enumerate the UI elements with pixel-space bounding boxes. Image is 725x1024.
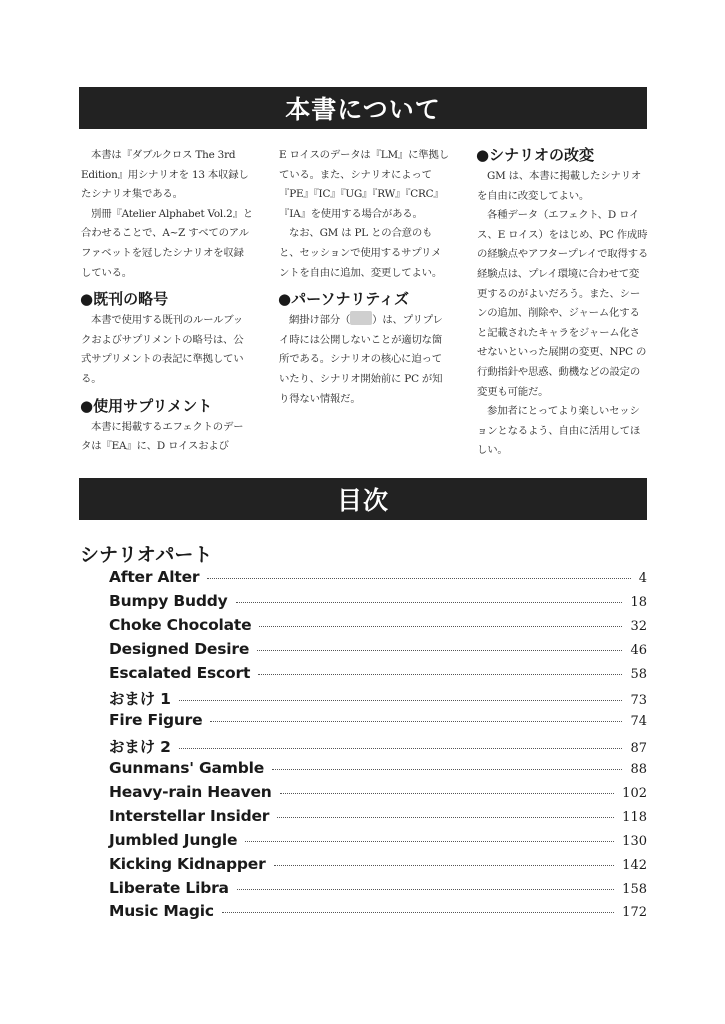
toc-entry-page: 142 [622, 857, 647, 873]
table-of-contents [109, 568, 647, 926]
toc-entry-title: Liberate Libra [109, 878, 229, 897]
toc-entry[interactable] [109, 783, 647, 807]
about-column-3 [477, 146, 649, 461]
section-heading-supplements: ●使用サプリメント [80, 396, 213, 415]
section-heading-personalities: ●パーソナリティズ [278, 290, 409, 309]
toc-dot-leader [257, 650, 622, 651]
toc-entry[interactable] [109, 640, 647, 664]
shaded-sample-box [350, 311, 372, 325]
toc-dot-leader [207, 578, 630, 579]
paragraph: 本書で使用する既刊のルールブックおよびサプリメントの略号は、公式サプリメントの表記に準拠している。 [81, 314, 244, 385]
toc-entry[interactable] [109, 687, 647, 711]
paragraph: 本書に掲載するエフェクトのデータは『EA』に、D ロイスおよび [81, 420, 244, 453]
toc-dot-leader [277, 817, 614, 818]
toc-entry-title: Heavy-rain Heaven [109, 783, 272, 802]
toc-heading-banner [79, 478, 647, 520]
about-column-1 [81, 146, 253, 457]
toc-dot-leader [259, 626, 622, 627]
toc-entry-title: おまけ 1 [109, 690, 171, 709]
paragraph [279, 311, 451, 409]
paragraph: GM は、本書に掲載したシナリオを自由に改変してよい。 [477, 170, 642, 202]
toc-entry-title: Designed Desire [109, 639, 250, 658]
toc-entry-page: 74 [630, 714, 647, 730]
toc-dot-leader [210, 721, 622, 722]
toc-entry[interactable] [109, 592, 647, 616]
toc-entry-title: Bumpy Buddy [109, 591, 228, 610]
toc-entry[interactable] [109, 902, 647, 926]
toc-part-title: シナリオパート [80, 544, 213, 566]
about-column-2 [279, 146, 451, 409]
section-heading-modification: ●シナリオの改変 [476, 146, 594, 164]
toc-entry-page: 58 [630, 666, 647, 682]
paragraph: 別冊『Atelier Alphabet Vol.2』と合わせることで、A~Z すべてのアルファベットを冠したシナリオを収録している。 [81, 207, 253, 279]
toc-entry-page: 32 [630, 618, 647, 634]
toc-entry-title: Escalated Escort [109, 663, 251, 682]
toc-entry[interactable] [109, 616, 647, 640]
toc-entry-page: 88 [630, 762, 647, 778]
toc-dot-leader [179, 748, 623, 749]
toc-entry-title: Kicking Kidnapper [109, 854, 266, 873]
toc-entry-page: 46 [630, 642, 647, 658]
toc-entry-title: Interstellar Insider [109, 806, 270, 825]
paragraph-part: ）は、プリプレイ時には公開しないことが適切な箇所である。シナリオの核心に迫っていたり、シナリオ開始前に PC が知り得ない情報だ。 [279, 314, 443, 405]
toc-entry-title: Fire Figure [109, 711, 203, 730]
toc-entry[interactable] [109, 807, 647, 831]
toc-dot-leader [274, 865, 615, 866]
section-heading-abbreviations: ●既刊の略号 [80, 290, 169, 309]
toc-dot-leader [245, 841, 614, 842]
toc-entry-page: 118 [622, 809, 647, 825]
toc-dot-leader [280, 793, 615, 794]
toc-entry[interactable] [109, 711, 647, 735]
toc-heading: 目次 [336, 486, 389, 515]
toc-entry[interactable] [109, 855, 647, 879]
toc-entry[interactable] [109, 664, 647, 688]
toc-dot-leader [272, 769, 622, 770]
toc-entry-page: 172 [622, 905, 647, 921]
toc-entry-title: Choke Chocolate [109, 615, 252, 634]
toc-entry-title: After Alter [109, 568, 200, 586]
about-heading-banner [79, 87, 647, 129]
paragraph: 参加者にとってより楽しいセッションとなるよう、自由に活用してほしい。 [477, 405, 641, 457]
toc-entry-title: おまけ 2 [109, 738, 171, 757]
toc-entry-page: 18 [630, 594, 647, 610]
toc-entry-page: 102 [622, 786, 647, 802]
paragraph: E ロイスのデータは『LM』に準拠している。また、シナリオによって『PE』『IC』『UG』『RW』『CRC』『IA』を使用する場合がある。 [279, 149, 449, 220]
paragraph: 各種データ（エフェクト、D ロイス、E ロイス）をはじめ、PC 作成時の経験点やアフタープレイで取得する経験点は、プレイ環境に合わせて変更するのがよいだろう。また、シーンの追加、削除や、ジャーム化すると記載されたキャラをジャーム化させないといった展開の変更、NPC の行動指針や思惑、動機などの設定の変更も可能だ。 [477, 209, 649, 398]
toc-entry-page: 73 [630, 693, 647, 709]
toc-dot-leader [236, 602, 623, 603]
toc-entry-page: 4 [638, 571, 647, 586]
paragraph: 本書は『ダブルクロス The 3rd Edition』用シナリオを 13 本収録したシナリオ集である。 [81, 149, 249, 201]
toc-entry-page: 158 [622, 881, 647, 897]
toc-entry[interactable] [109, 879, 647, 903]
toc-dot-leader [237, 889, 614, 890]
toc-entry-title: Music Magic [109, 902, 214, 921]
toc-entry[interactable] [109, 759, 647, 783]
toc-dot-leader [222, 912, 614, 913]
toc-entry-title: Gunmans' Gamble [109, 759, 265, 778]
toc-entry[interactable] [109, 831, 647, 855]
toc-dot-leader [258, 674, 622, 675]
paragraph: なお、GM は PL との合意のもと、セッションで使用するサプリメントを自由に追加、変更してよい。 [279, 227, 443, 279]
toc-entry[interactable] [109, 568, 647, 592]
toc-dot-leader [179, 700, 623, 701]
toc-entry-page: 87 [630, 741, 647, 757]
about-heading: 本書について [285, 95, 441, 124]
toc-entry[interactable] [109, 735, 647, 759]
toc-entry-page: 130 [622, 833, 647, 849]
paragraph-part: 網掛け部分（ [289, 314, 351, 327]
toc-entry-title: Jumbled Jungle [109, 830, 238, 849]
